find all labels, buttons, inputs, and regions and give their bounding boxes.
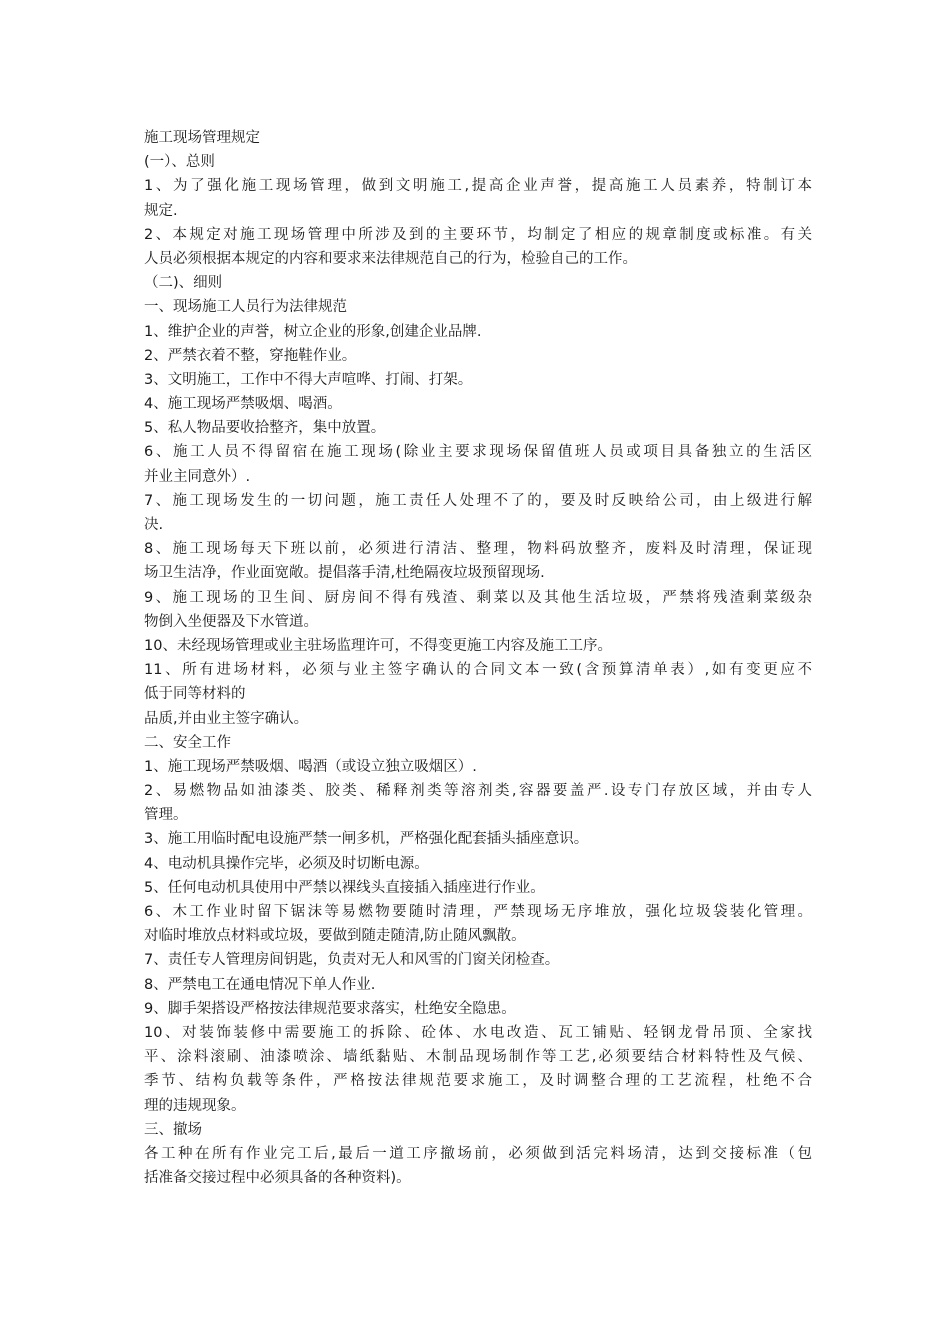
text-line: 3、文明施工，工作中不得大声喧哗、打闹、打架。 — [144, 371, 473, 388]
document-lines — [144, 150, 812, 1190]
text-line: 人员必须根据本规定的内容和要求来法律规范自己的行为，检验自己的工作。 — [144, 250, 637, 267]
text-line: 6、施工人员不得留宿在施工现场(除业主要求现场保留值班人员或项目具备独立的生活区 — [144, 444, 812, 461]
text-line: 2、严禁衣着不整，穿拖鞋作业。 — [144, 347, 357, 364]
text-line: 10、未经现场管理或业主驻场监理许可，不得变更施工内容及施工工序。 — [144, 637, 612, 654]
text-line: 对临时堆放点材料或垃圾，要做到随走随清,防止随风飘散。 — [144, 928, 526, 945]
text-line: 物倒入坐便器及下水管道。 — [144, 613, 318, 630]
text-line: （二)、细则 — [144, 275, 223, 292]
text-line: 4、施工现场严禁吸烟、喝酒。 — [144, 396, 342, 413]
text-line: 9、施工现场的卫生间、厨房间不得有残渣、剩菜以及其他生活垃圾，严禁将残渣剩菜级杂 — [144, 589, 812, 606]
text-line: 一、现场施工人员行为法律规范 — [144, 299, 347, 316]
text-line: 并业主同意外）. — [144, 468, 251, 485]
text-line: 7、施工现场发生的一切问题，施工责任人处理不了的，要及时反映给公司，由上级进行解 — [144, 492, 812, 509]
text-line: 2、易燃物品如油漆类、胶类、稀释剂类等溶剂类,容器要盖严.设专门存放区域，并由专人 — [144, 783, 812, 800]
text-line: 8、严禁电工在通电情况下单人作业. — [144, 976, 376, 993]
text-line: 季节、结构负载等条件，严格按法律规范要求施工，及时调整合理的工艺流程，杜绝不合 — [144, 1073, 812, 1090]
text-line: 1、为了强化施工现场管理，做到文明施工,提高企业声誉，提高施工人员素养，特制订本 — [144, 178, 812, 195]
document-body — [144, 126, 812, 1190]
text-line: 1、施工现场严禁吸烟、喝酒（或设立独立吸烟区）. — [144, 758, 477, 775]
text-line: 5、私人物品要收拾整齐，集中放置。 — [144, 420, 386, 437]
document-title: 施工现场管理规定 — [144, 130, 260, 146]
text-line: 4、电动机具操作完毕，必须及时切断电源。 — [144, 855, 429, 872]
text-line: 2、本规定对施工现场管理中所涉及到的主要环节，均制定了相应的规章制度或标准。有关 — [144, 226, 812, 243]
text-line: 二、安全工作 — [144, 734, 231, 751]
text-line: (一）、总则 — [144, 154, 215, 171]
text-line: 1、维护企业的声誉，树立企业的形象,创建企业品牌. — [144, 323, 482, 340]
text-line: 决. — [144, 517, 164, 533]
text-line: 11、所有进场材料，必须与业主签字确认的合同文本一致(含预算清单表）,如有变更应不 — [144, 662, 812, 679]
text-line: 8、施工现场每天下班以前，必须进行清洁、整理，物料码放整齐，废料及时清理，保证现 — [144, 541, 812, 558]
text-line: 7、责任专人管理房间钥匙，负责对无人和风雪的门窗关闭检查。 — [144, 952, 560, 969]
text-line: 理的违规现象。 — [144, 1097, 246, 1114]
text-line: 品质,并由业主签字确认。 — [144, 710, 309, 727]
text-line: 三、撤场 — [144, 1121, 202, 1138]
text-line: 规定. — [144, 202, 178, 219]
text-line: 10、对装饰装修中需要施工的拆除、砼体、水电改造、瓦工铺贴、轻钢龙骨吊顶、全家找 — [144, 1024, 812, 1041]
text-line: 6、木工作业时留下锯沫等易燃物要随时清理，严禁现场无序堆放，强化垃圾袋装化管理。 — [144, 904, 812, 920]
text-line: 3、施工用临时配电设施严禁一闸多机，严格强化配套插头插座意识。 — [144, 831, 589, 848]
text-line: 5、任何电动机具使用中严禁以裸线头直接插入插座进行作业。 — [144, 879, 545, 896]
text-line: 括准备交接过程中必须具备的各种资料)。 — [144, 1170, 411, 1187]
text-line: 低于同等材料的 — [144, 686, 246, 703]
text-line: 场卫生洁净，作业面宽敞。提倡落手清,杜绝隔夜垃圾预留现场. — [144, 565, 545, 582]
text-line: 管理。 — [144, 807, 188, 824]
text-line: 9、脚手架搭设严格按法律规范要求落实，杜绝安全隐患。 — [144, 1000, 516, 1017]
text-line: 各工种在所有作业完工后,最后一道工序撤场前，必须做到活完料场清，达到交接标准（包 — [144, 1145, 812, 1162]
text-line: 平、涂料滚刷、油漆喷涂、墙纸黏贴、木制品现场制作等工艺,必须要结合材料特性及气候、 — [144, 1049, 812, 1066]
